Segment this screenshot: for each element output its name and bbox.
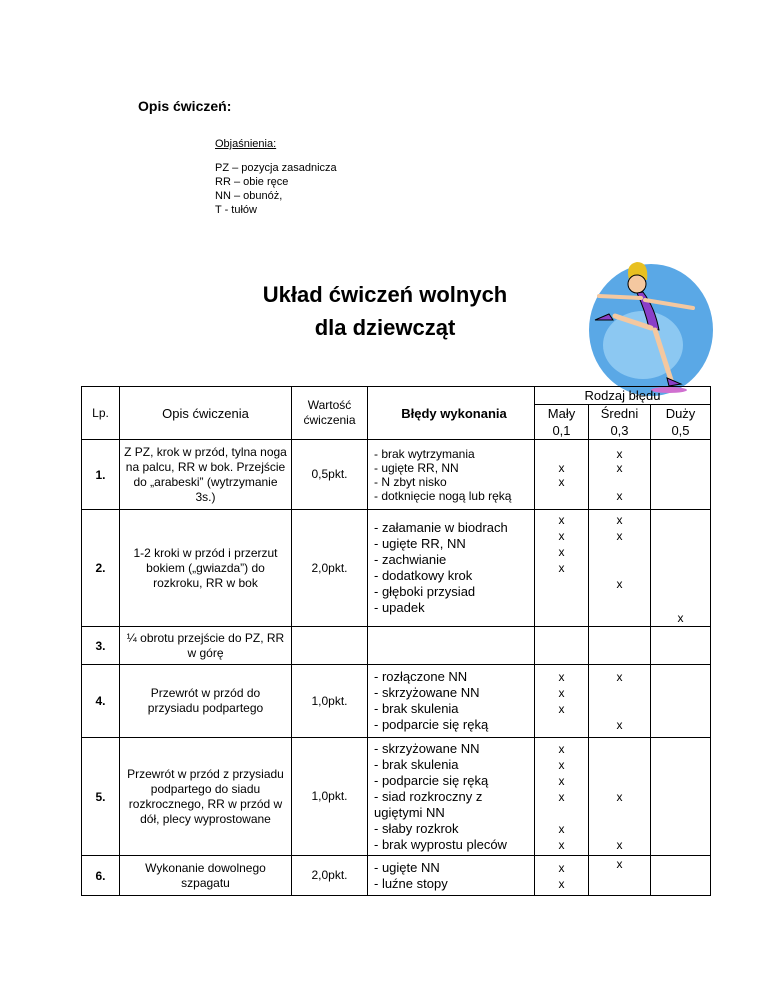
exercise-value: 2,0pkt. <box>292 510 368 627</box>
errors-list: - skrzyżowane NN - brak skulenia - podparcie się ręką - siad rozkroczny z ugiętymi NN - słaby rozkrok - brak wyprostu pleców <box>368 738 535 856</box>
title-line-1: Układ ćwiczeń wolnych <box>262 282 508 307</box>
exercise-table <box>81 386 711 896</box>
errors-list: - rozłączone NN - skrzyżowane NN - brak skulenia - podparcie się ręką <box>368 665 535 738</box>
exercise-description: 1-2 kroki w przód i przerzut bokiem („gwiazda”) do rozkroku, RR w bok <box>120 510 292 627</box>
large-error-marks <box>651 665 711 738</box>
exercise-description: Przewrót w przód do przysiadu podpartego <box>120 665 292 738</box>
header-duzy: Duży 0,5 <box>651 405 711 440</box>
exercise-description: Wykonanie dowolnego szpagatu <box>120 856 292 896</box>
small-error-marks: x x <box>535 440 589 510</box>
medium-error-marks: x x x <box>589 440 651 510</box>
small-error-marks <box>535 627 589 665</box>
large-error-marks: x <box>651 510 711 627</box>
page-title <box>190 278 580 344</box>
exercise-description: Z PZ, krok w przód, tylna noga na palcu, RR w bok. Przejście do „arabeski” (wytrzymanie 3s.) <box>120 440 292 510</box>
title-line-2: dla dziewcząt <box>314 315 456 340</box>
exercise-description: Przewrót w przód z przysiadu podpartego do siadu rozkrocznego, RR w przód w dół, plecy wyprostowane <box>120 738 292 856</box>
exercise-value <box>292 627 368 665</box>
exercise-value: 1,0pkt. <box>292 665 368 738</box>
table-row <box>82 738 711 856</box>
explanation-item: RR – obie ręce <box>215 176 289 188</box>
small-error-marks: x x <box>535 856 589 896</box>
section-title: Opis ćwiczeń: <box>138 98 232 114</box>
large-error-marks <box>651 440 711 510</box>
exercise-description: ¼ obrotu przejście do PZ, RR w górę <box>120 627 292 665</box>
large-error-marks <box>651 738 711 856</box>
table-row <box>82 510 711 627</box>
medium-error-marks: x <box>589 856 651 896</box>
table-row <box>82 627 711 665</box>
header-bledy: Błędy wykonania <box>368 387 535 440</box>
small-error-marks: x x x <box>535 665 589 738</box>
exercise-value: 0,5pkt. <box>292 440 368 510</box>
errors-list <box>368 627 535 665</box>
exercise-value: 1,0pkt. <box>292 738 368 856</box>
explanation-item: PZ – pozycja zasadnicza <box>215 162 337 174</box>
header-rodzaj: Rodzaj błędu <box>535 387 711 405</box>
row-number: 4. <box>82 665 120 738</box>
explanation-item: T - tułów <box>215 204 257 216</box>
table-row <box>82 856 711 896</box>
header-wartosc: Wartość ćwiczenia <box>292 387 368 440</box>
header-sredni: Średni 0,3 <box>589 405 651 440</box>
row-number: 6. <box>82 856 120 896</box>
errors-list: - załamanie w biodrach - ugięte RR, NN - zachwianie - dodatkowy krok - głęboki przysiad - upadek <box>368 510 535 627</box>
table-row <box>82 440 711 510</box>
header-opis: Opis ćwiczenia <box>120 387 292 440</box>
row-number: 5. <box>82 738 120 856</box>
explanations-heading: Objaśnienia: <box>215 138 277 150</box>
explanations-list <box>215 161 337 217</box>
errors-list: - ugięte NN - luźne stopy <box>368 856 535 896</box>
medium-error-marks <box>589 627 651 665</box>
header-lp: Lp. <box>82 387 120 440</box>
errors-list: - brak wytrzymania - ugięte RR, NN - N zbyt nisko - dotknięcie nogą lub ręką <box>368 440 535 510</box>
small-error-marks: x x x x x x <box>535 738 589 856</box>
row-number: 3. <box>82 627 120 665</box>
row-number: 2. <box>82 510 120 627</box>
gymnast-illustration <box>585 250 715 398</box>
table-row <box>82 665 711 738</box>
large-error-marks <box>651 627 711 665</box>
large-error-marks <box>651 856 711 896</box>
small-error-marks: x x x x <box>535 510 589 627</box>
medium-error-marks: x x x <box>589 510 651 627</box>
exercise-value: 2,0pkt. <box>292 856 368 896</box>
explanation-item: NN – obunóż, <box>215 190 283 202</box>
medium-error-marks: x x <box>589 665 651 738</box>
medium-error-marks: x x <box>589 738 651 856</box>
header-maly: Mały 0,1 <box>535 405 589 440</box>
row-number: 1. <box>82 440 120 510</box>
